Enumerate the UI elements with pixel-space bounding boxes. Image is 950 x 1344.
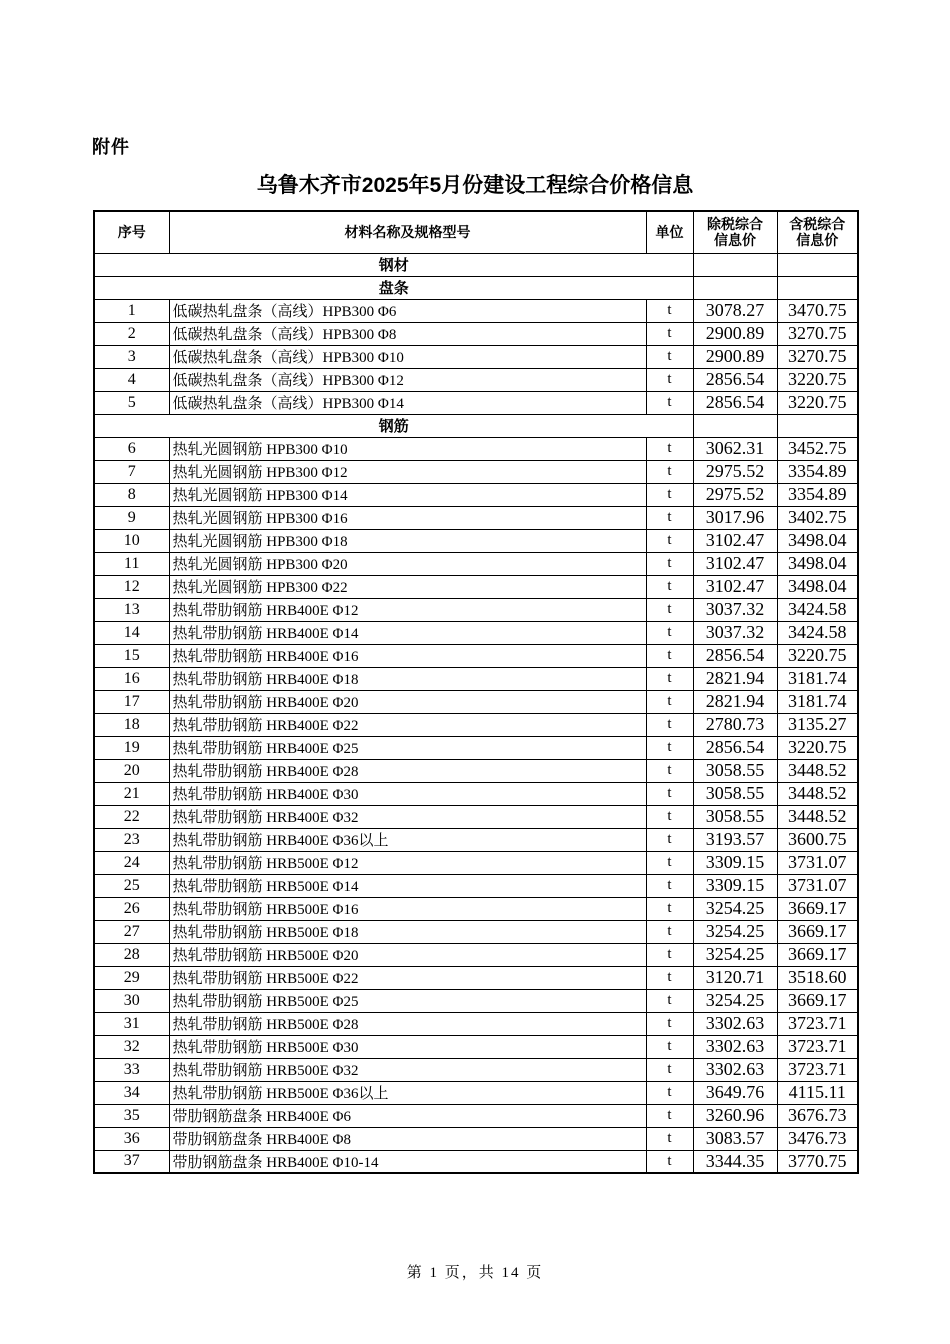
table-row xyxy=(94,1035,858,1058)
row-material-name: 热轧带肋钢筋 HRB500E Φ28 xyxy=(169,1012,646,1035)
row-unit: t xyxy=(646,1012,693,1035)
row-serial-number: 3 xyxy=(94,345,169,368)
row-price-inc-tax: 4115.11 xyxy=(777,1081,858,1104)
row-material-name: 低碳热轧盘条（高线）HPB300 Φ14 xyxy=(169,391,646,414)
row-unit: t xyxy=(646,391,693,414)
row-material-name: 热轧光圆钢筋 HPB300 Φ20 xyxy=(169,552,646,575)
row-price-ex-tax: 2856.54 xyxy=(693,736,777,759)
table-row xyxy=(94,690,858,713)
page-title: 乌鲁木齐市2025年5月份建设工程综合价格信息 xyxy=(256,174,694,197)
row-price-ex-tax: 2821.94 xyxy=(693,667,777,690)
row-material-name: 热轧带肋钢筋 HRB400E Φ12 xyxy=(169,598,646,621)
row-price-inc-tax: 3498.04 xyxy=(777,529,858,552)
row-price-ex-tax: 3102.47 xyxy=(693,552,777,575)
row-serial-number: 22 xyxy=(94,805,169,828)
row-price-ex-tax: 2900.89 xyxy=(693,322,777,345)
row-serial-number: 33 xyxy=(94,1058,169,1081)
row-price-inc-tax: 3452.75 xyxy=(777,437,858,460)
attachment-label: 附件 xyxy=(92,137,130,157)
section-label: 钢筋 xyxy=(94,414,693,437)
table-row xyxy=(94,920,858,943)
row-price-ex-tax: 3193.57 xyxy=(693,828,777,851)
row-material-name: 低碳热轧盘条（高线）HPB300 Φ6 xyxy=(169,299,646,322)
row-price-inc-tax: 3220.75 xyxy=(777,391,858,414)
row-unit: t xyxy=(646,782,693,805)
section-price-ex-tax-empty xyxy=(693,253,777,276)
row-unit: t xyxy=(646,759,693,782)
table-row xyxy=(94,713,858,736)
row-material-name: 热轧带肋钢筋 HRB400E Φ16 xyxy=(169,644,646,667)
row-price-inc-tax: 3181.74 xyxy=(777,690,858,713)
row-material-name: 热轧带肋钢筋 HRB400E Φ28 xyxy=(169,759,646,782)
section-price-ex-tax-empty xyxy=(693,414,777,437)
row-serial-number: 32 xyxy=(94,1035,169,1058)
row-price-inc-tax: 3424.58 xyxy=(777,598,858,621)
row-price-ex-tax: 3254.25 xyxy=(693,920,777,943)
table-row xyxy=(94,736,858,759)
row-serial-number: 12 xyxy=(94,575,169,598)
row-price-inc-tax: 3600.75 xyxy=(777,828,858,851)
row-price-inc-tax: 3723.71 xyxy=(777,1035,858,1058)
row-serial-number: 6 xyxy=(94,437,169,460)
row-price-ex-tax: 3302.63 xyxy=(693,1058,777,1081)
row-unit: t xyxy=(646,299,693,322)
row-serial-number: 19 xyxy=(94,736,169,759)
table-row xyxy=(94,667,858,690)
table-row xyxy=(94,460,858,483)
row-material-name: 热轧带肋钢筋 HRB500E Φ25 xyxy=(169,989,646,1012)
row-unit: t xyxy=(646,828,693,851)
row-unit: t xyxy=(646,690,693,713)
row-serial-number: 18 xyxy=(94,713,169,736)
row-unit: t xyxy=(646,1127,693,1150)
row-serial-number: 11 xyxy=(94,552,169,575)
row-price-ex-tax: 3344.35 xyxy=(693,1150,777,1173)
row-unit: t xyxy=(646,483,693,506)
header-unit: 单位 xyxy=(646,211,693,253)
row-material-name: 热轧带肋钢筋 HRB400E Φ32 xyxy=(169,805,646,828)
table-row xyxy=(94,598,858,621)
row-price-inc-tax: 3498.04 xyxy=(777,552,858,575)
row-unit: t xyxy=(646,1150,693,1173)
row-price-inc-tax: 3424.58 xyxy=(777,621,858,644)
table-row xyxy=(94,805,858,828)
row-price-ex-tax: 2856.54 xyxy=(693,644,777,667)
row-material-name: 热轧带肋钢筋 HRB400E Φ25 xyxy=(169,736,646,759)
table-row xyxy=(94,621,858,644)
row-material-name: 热轧光圆钢筋 HPB300 Φ14 xyxy=(169,483,646,506)
row-price-ex-tax: 3254.25 xyxy=(693,989,777,1012)
row-unit: t xyxy=(646,920,693,943)
row-material-name: 热轧带肋钢筋 HRB500E Φ18 xyxy=(169,920,646,943)
row-serial-number: 37 xyxy=(94,1150,169,1173)
row-price-inc-tax: 3448.52 xyxy=(777,805,858,828)
row-price-inc-tax: 3135.27 xyxy=(777,713,858,736)
header-price-ex-tax-line1: 除税综合 xyxy=(707,216,763,233)
table-row xyxy=(94,391,858,414)
row-price-ex-tax: 3309.15 xyxy=(693,851,777,874)
table-row xyxy=(94,874,858,897)
row-unit: t xyxy=(646,437,693,460)
table-row xyxy=(94,368,858,391)
row-material-name: 热轧光圆钢筋 HPB300 Φ22 xyxy=(169,575,646,598)
row-unit: t xyxy=(646,621,693,644)
row-serial-number: 9 xyxy=(94,506,169,529)
row-price-inc-tax: 3498.04 xyxy=(777,575,858,598)
row-serial-number: 34 xyxy=(94,1081,169,1104)
section-price-inc-tax-empty xyxy=(777,276,858,299)
row-serial-number: 1 xyxy=(94,299,169,322)
row-price-ex-tax: 3260.96 xyxy=(693,1104,777,1127)
row-serial-number: 7 xyxy=(94,460,169,483)
row-unit: t xyxy=(646,989,693,1012)
row-unit: t xyxy=(646,897,693,920)
section-label: 盘条 xyxy=(94,276,693,299)
row-unit: t xyxy=(646,345,693,368)
row-price-inc-tax: 3723.71 xyxy=(777,1012,858,1035)
row-serial-number: 2 xyxy=(94,322,169,345)
row-material-name: 热轧光圆钢筋 HPB300 Φ10 xyxy=(169,437,646,460)
row-serial-number: 24 xyxy=(94,851,169,874)
section-row xyxy=(94,414,858,437)
row-price-ex-tax: 3102.47 xyxy=(693,529,777,552)
table-row xyxy=(94,1058,858,1081)
row-price-inc-tax: 3770.75 xyxy=(777,1150,858,1173)
row-material-name: 热轧带肋钢筋 HRB500E Φ36以上 xyxy=(169,1081,646,1104)
row-serial-number: 21 xyxy=(94,782,169,805)
row-unit: t xyxy=(646,598,693,621)
row-unit: t xyxy=(646,529,693,552)
row-serial-number: 14 xyxy=(94,621,169,644)
header-price-inc-tax xyxy=(777,211,858,253)
header-serial-number: 序号 xyxy=(94,211,169,253)
section-row xyxy=(94,276,858,299)
row-price-inc-tax: 3270.75 xyxy=(777,322,858,345)
price-table xyxy=(93,210,859,1174)
row-serial-number: 20 xyxy=(94,759,169,782)
row-serial-number: 27 xyxy=(94,920,169,943)
row-material-name: 热轧带肋钢筋 HRB500E Φ20 xyxy=(169,943,646,966)
header-price-inc-tax-line2: 信息价 xyxy=(796,232,839,249)
row-unit: t xyxy=(646,322,693,345)
row-unit: t xyxy=(646,460,693,483)
row-price-ex-tax: 3302.63 xyxy=(693,1012,777,1035)
row-price-ex-tax: 3058.55 xyxy=(693,805,777,828)
page-footer: 第 1 页，共 14 页 xyxy=(406,1265,544,1281)
row-serial-number: 13 xyxy=(94,598,169,621)
row-unit: t xyxy=(646,1104,693,1127)
row-material-name: 热轧光圆钢筋 HPB300 Φ12 xyxy=(169,460,646,483)
row-material-name: 热轧带肋钢筋 HRB500E Φ30 xyxy=(169,1035,646,1058)
row-price-ex-tax: 3649.76 xyxy=(693,1081,777,1104)
row-unit: t xyxy=(646,667,693,690)
section-price-inc-tax-empty xyxy=(777,414,858,437)
row-material-name: 热轧光圆钢筋 HPB300 Φ16 xyxy=(169,506,646,529)
row-price-inc-tax: 3731.07 xyxy=(777,851,858,874)
row-price-inc-tax: 3354.89 xyxy=(777,460,858,483)
row-serial-number: 17 xyxy=(94,690,169,713)
row-material-name: 热轧带肋钢筋 HRB500E Φ22 xyxy=(169,966,646,989)
table-row xyxy=(94,1104,858,1127)
table-row xyxy=(94,1150,858,1173)
table-row xyxy=(94,759,858,782)
row-price-ex-tax: 3058.55 xyxy=(693,782,777,805)
row-price-inc-tax: 3669.17 xyxy=(777,897,858,920)
row-price-ex-tax: 3037.32 xyxy=(693,598,777,621)
row-price-ex-tax: 2780.73 xyxy=(693,713,777,736)
row-price-inc-tax: 3676.73 xyxy=(777,1104,858,1127)
row-price-inc-tax: 3448.52 xyxy=(777,782,858,805)
row-unit: t xyxy=(646,368,693,391)
table-row xyxy=(94,1127,858,1150)
row-price-inc-tax: 3448.52 xyxy=(777,759,858,782)
header-price-ex-tax xyxy=(693,211,777,253)
row-material-name: 热轧带肋钢筋 HRB500E Φ32 xyxy=(169,1058,646,1081)
row-serial-number: 4 xyxy=(94,368,169,391)
row-price-inc-tax: 3354.89 xyxy=(777,483,858,506)
row-price-ex-tax: 3309.15 xyxy=(693,874,777,897)
row-unit: t xyxy=(646,1058,693,1081)
row-unit: t xyxy=(646,966,693,989)
row-price-ex-tax: 3254.25 xyxy=(693,897,777,920)
row-unit: t xyxy=(646,644,693,667)
row-material-name: 热轧光圆钢筋 HPB300 Φ18 xyxy=(169,529,646,552)
row-price-inc-tax: 3470.75 xyxy=(777,299,858,322)
table-row xyxy=(94,1081,858,1104)
row-unit: t xyxy=(646,736,693,759)
row-unit: t xyxy=(646,506,693,529)
row-serial-number: 25 xyxy=(94,874,169,897)
row-price-inc-tax: 3518.60 xyxy=(777,966,858,989)
table-row xyxy=(94,345,858,368)
table-row xyxy=(94,943,858,966)
row-serial-number: 28 xyxy=(94,943,169,966)
table-row xyxy=(94,575,858,598)
row-price-ex-tax: 3083.57 xyxy=(693,1127,777,1150)
row-unit: t xyxy=(646,943,693,966)
section-row xyxy=(94,253,858,276)
table-row xyxy=(94,552,858,575)
row-material-name: 热轧带肋钢筋 HRB400E Φ36以上 xyxy=(169,828,646,851)
row-price-ex-tax: 3254.25 xyxy=(693,943,777,966)
row-price-inc-tax: 3220.75 xyxy=(777,736,858,759)
table-row xyxy=(94,644,858,667)
row-unit: t xyxy=(646,575,693,598)
row-material-name: 热轧带肋钢筋 HRB400E Φ18 xyxy=(169,667,646,690)
header-material-name: 材料名称及规格型号 xyxy=(169,211,646,253)
row-price-ex-tax: 3037.32 xyxy=(693,621,777,644)
row-price-ex-tax: 2975.52 xyxy=(693,483,777,506)
table-header-row xyxy=(94,211,858,253)
row-price-inc-tax: 3181.74 xyxy=(777,667,858,690)
row-unit: t xyxy=(646,805,693,828)
row-material-name: 热轧带肋钢筋 HRB400E Φ22 xyxy=(169,713,646,736)
section-price-ex-tax-empty xyxy=(693,276,777,299)
row-price-ex-tax: 2856.54 xyxy=(693,391,777,414)
row-material-name: 热轧带肋钢筋 HRB500E Φ16 xyxy=(169,897,646,920)
row-price-ex-tax: 3302.63 xyxy=(693,1035,777,1058)
row-unit: t xyxy=(646,1035,693,1058)
row-serial-number: 10 xyxy=(94,529,169,552)
header-price-ex-tax-line2: 信息价 xyxy=(714,232,756,249)
row-material-name: 带肋钢筋盘条 HRB400E Φ8 xyxy=(169,1127,646,1150)
row-unit: t xyxy=(646,1081,693,1104)
row-unit: t xyxy=(646,552,693,575)
row-material-name: 带肋钢筋盘条 HRB400E Φ10-14 xyxy=(169,1150,646,1173)
table-row xyxy=(94,989,858,1012)
header-price-inc-tax-line1: 含税综合 xyxy=(789,216,846,233)
row-price-inc-tax: 3723.71 xyxy=(777,1058,858,1081)
row-unit: t xyxy=(646,874,693,897)
row-material-name: 热轧带肋钢筋 HRB400E Φ30 xyxy=(169,782,646,805)
table-row xyxy=(94,322,858,345)
row-material-name: 低碳热轧盘条（高线）HPB300 Φ10 xyxy=(169,345,646,368)
row-price-ex-tax: 3058.55 xyxy=(693,759,777,782)
table-row xyxy=(94,299,858,322)
row-price-ex-tax: 3120.71 xyxy=(693,966,777,989)
section-label: 钢材 xyxy=(94,253,693,276)
row-price-inc-tax: 3270.75 xyxy=(777,345,858,368)
row-price-inc-tax: 3731.07 xyxy=(777,874,858,897)
table-row xyxy=(94,897,858,920)
row-price-inc-tax: 3476.73 xyxy=(777,1127,858,1150)
table-row xyxy=(94,437,858,460)
row-price-ex-tax: 3078.27 xyxy=(693,299,777,322)
section-price-inc-tax-empty xyxy=(777,253,858,276)
row-price-inc-tax: 3669.17 xyxy=(777,943,858,966)
row-price-ex-tax: 3017.96 xyxy=(693,506,777,529)
row-material-name: 热轧带肋钢筋 HRB500E Φ14 xyxy=(169,874,646,897)
row-price-ex-tax: 2975.52 xyxy=(693,460,777,483)
row-serial-number: 26 xyxy=(94,897,169,920)
row-price-ex-tax: 3102.47 xyxy=(693,575,777,598)
table-row xyxy=(94,966,858,989)
table-row xyxy=(94,828,858,851)
row-serial-number: 5 xyxy=(94,391,169,414)
row-unit: t xyxy=(646,713,693,736)
row-material-name: 带肋钢筋盘条 HRB400E Φ6 xyxy=(169,1104,646,1127)
row-price-inc-tax: 3669.17 xyxy=(777,920,858,943)
row-serial-number: 29 xyxy=(94,966,169,989)
row-serial-number: 30 xyxy=(94,989,169,1012)
row-material-name: 热轧带肋钢筋 HRB500E Φ12 xyxy=(169,851,646,874)
row-price-inc-tax: 3669.17 xyxy=(777,989,858,1012)
row-material-name: 低碳热轧盘条（高线）HPB300 Φ8 xyxy=(169,322,646,345)
table-row xyxy=(94,529,858,552)
row-material-name: 低碳热轧盘条（高线）HPB300 Φ12 xyxy=(169,368,646,391)
row-unit: t xyxy=(646,851,693,874)
row-price-inc-tax: 3220.75 xyxy=(777,368,858,391)
row-price-ex-tax: 3062.31 xyxy=(693,437,777,460)
row-material-name: 热轧带肋钢筋 HRB400E Φ14 xyxy=(169,621,646,644)
row-price-inc-tax: 3220.75 xyxy=(777,644,858,667)
row-price-ex-tax: 2821.94 xyxy=(693,690,777,713)
table-row xyxy=(94,851,858,874)
row-serial-number: 36 xyxy=(94,1127,169,1150)
table-row xyxy=(94,483,858,506)
table-row xyxy=(94,506,858,529)
row-price-ex-tax: 2856.54 xyxy=(693,368,777,391)
row-serial-number: 15 xyxy=(94,644,169,667)
row-serial-number: 23 xyxy=(94,828,169,851)
row-material-name: 热轧带肋钢筋 HRB400E Φ20 xyxy=(169,690,646,713)
row-serial-number: 35 xyxy=(94,1104,169,1127)
table-row xyxy=(94,782,858,805)
row-serial-number: 31 xyxy=(94,1012,169,1035)
table-row xyxy=(94,1012,858,1035)
row-serial-number: 16 xyxy=(94,667,169,690)
row-price-inc-tax: 3402.75 xyxy=(777,506,858,529)
row-price-ex-tax: 2900.89 xyxy=(693,345,777,368)
row-serial-number: 8 xyxy=(94,483,169,506)
